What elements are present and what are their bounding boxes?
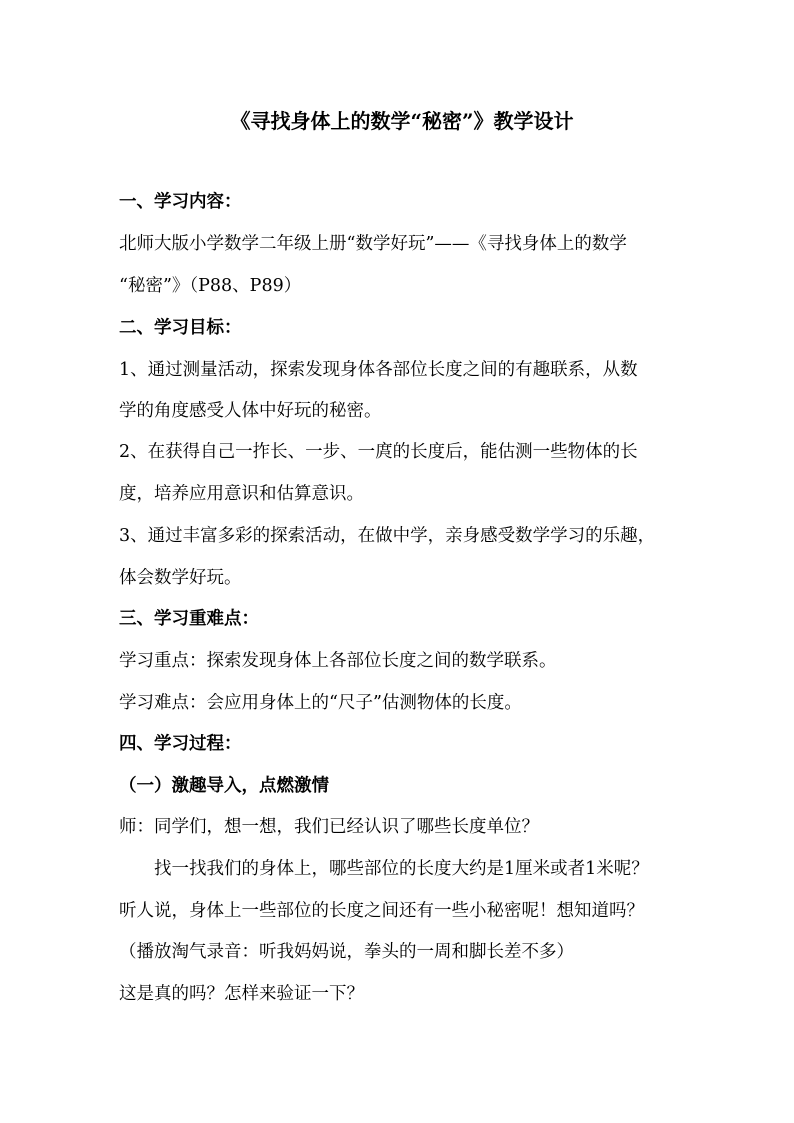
paragraph-line: “秘密”》（P88、P89） <box>119 276 302 296</box>
section-heading-goals: 二、学习目标： <box>119 318 242 338</box>
paragraph-line: 这是真的吗？怎样来验证一下？ <box>119 984 364 1004</box>
paragraph-line: 1、通过测量活动，探索发现身体各部位长度之间的有趣联系，从数 <box>119 360 638 380</box>
section-heading-key-points: 三、学习重难点： <box>119 609 259 629</box>
section-heading-content: 一、学习内容： <box>119 192 242 212</box>
paragraph-line: 度，培养应用意识和估算意识。 <box>119 484 364 504</box>
paragraph-line: 听人说，身体上一些部位的长度之间还有一些小秘密呢！想知道吗？ <box>119 901 644 921</box>
paragraph-line: 2、在获得自己一拃长、一步、一庹的长度后，能估测一些物体的长 <box>119 442 638 462</box>
subsection-heading: （一）激趣导入，点燃激情 <box>119 776 329 796</box>
document-title: 《寻找身体上的数学“秘密”》教学设计 <box>230 109 574 133</box>
section-heading-process: 四、学习过程： <box>119 734 242 754</box>
paragraph-line: 北师大版小学数学二年级上册“数学好玩”——《寻找身体上的数学 <box>119 234 627 254</box>
paragraph-line: 体会数学好玩。 <box>119 568 242 588</box>
paragraph-line: 学的角度感受人体中好玩的秘密。 <box>119 401 382 421</box>
paragraph-line: （播放淘气录音：听我妈妈说，拳头的一周和脚长差不多） <box>119 942 574 962</box>
paragraph-line: 找一找我们的身体上，哪些部位的长度大约是1厘米或者1米呢？ <box>154 859 649 879</box>
paragraph-line: 学习难点：会应用身体上的“尺子”估测物体的长度。 <box>119 693 522 713</box>
paragraph-line: 3、通过丰富多彩的探索活动，在做中学，亲身感受数学学习的乐趣， <box>119 526 656 546</box>
paragraph-line: 学习重点：探索发现身体上各部位长度之间的数学联系。 <box>119 651 557 671</box>
paragraph-line: 师：同学们，想一想，我们已经认识了哪些长度单位？ <box>119 817 539 837</box>
